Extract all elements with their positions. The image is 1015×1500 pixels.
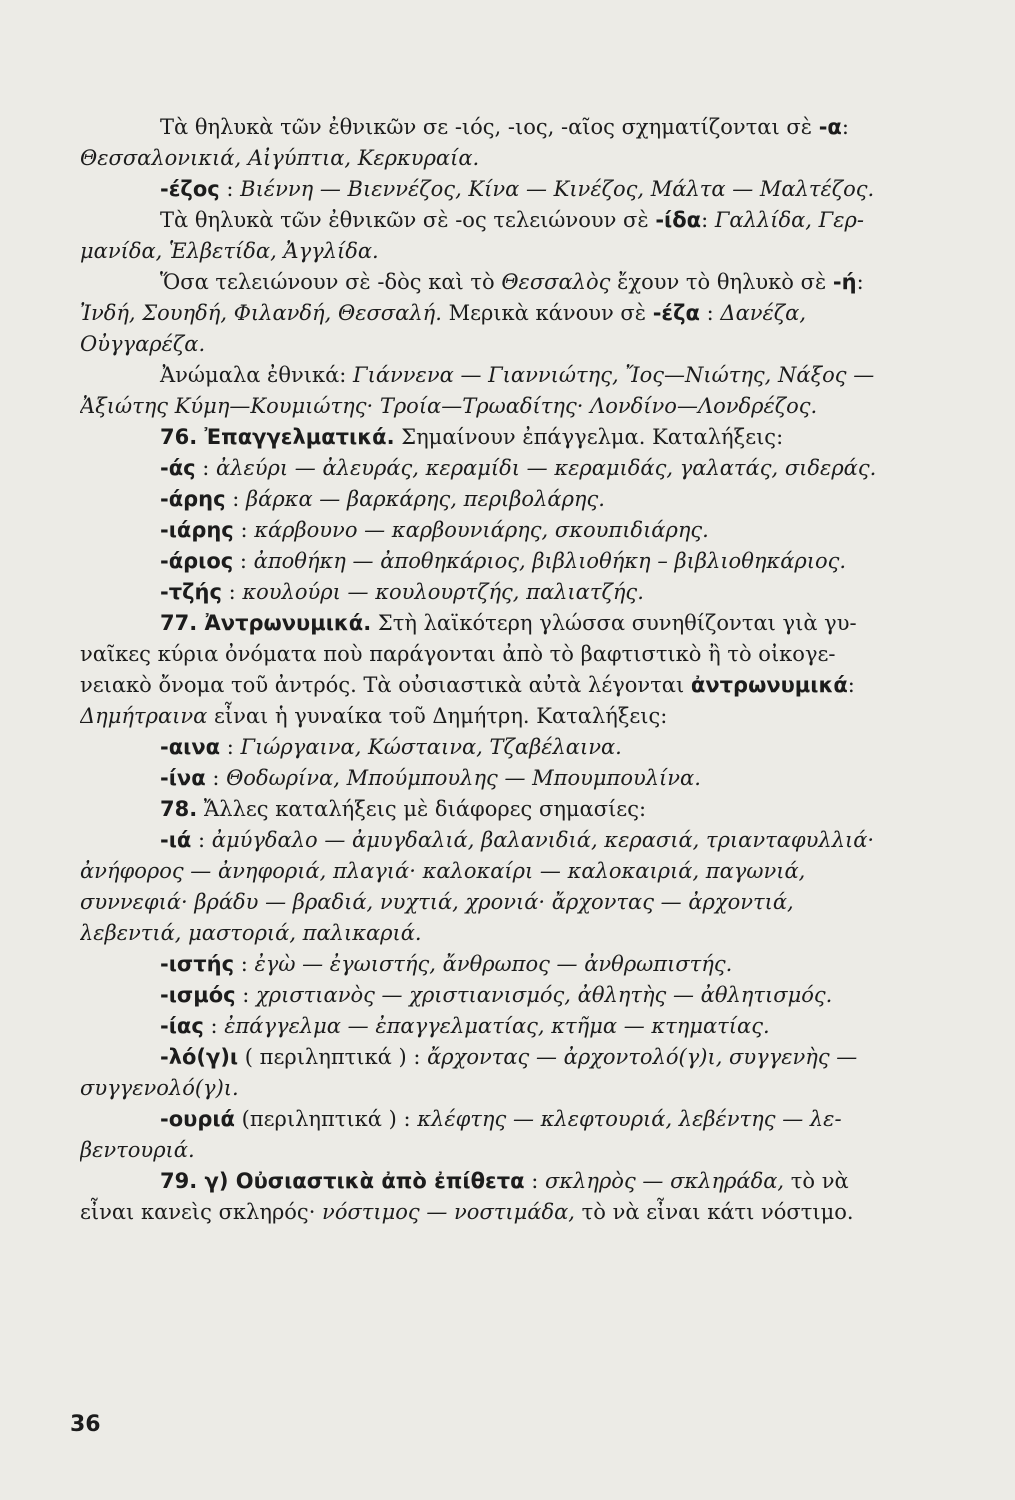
body-text: : <box>195 456 217 480</box>
text-line <box>80 329 945 360</box>
example-text: ἐγὼ — ἐγωιστής, ἄνθρωπος — ἀνθρωπιστής. <box>254 952 733 976</box>
body-text: : <box>847 673 855 697</box>
example-text: Θεσσαλονικιά, Αἰγύπτια, Κερκυραία. <box>80 146 480 170</box>
body-text: : <box>205 766 227 790</box>
body-text: : <box>524 1169 545 1193</box>
example-text: Βιέννη — Βιεννέζος, Κίνα — Κινέζος, Μάλτα — Μαλτέζος. <box>240 177 875 201</box>
body-text: Στὴ λαϊκότερη γλώσσα συνηθίζονται γιὰ γυ- <box>371 611 857 635</box>
example-text: κάρβουνο — καρβουνιάρης, σκουπιδιάρης. <box>254 518 709 542</box>
example-text: Θεσσαλὸς <box>501 270 611 294</box>
text-line <box>80 701 945 732</box>
text-line <box>80 1135 945 1166</box>
text-line <box>80 236 945 267</box>
suffix: -έζος <box>160 177 220 201</box>
example-text: νόστιμος — νοστιμάδα, <box>322 1200 575 1224</box>
suffix: -ιστής <box>160 952 235 976</box>
text-line <box>80 608 945 639</box>
text-line <box>80 515 945 546</box>
body-text: : <box>221 580 243 604</box>
example-text: χριστιανὸς — χριστιανισμός, ἀθλητὴς — ἀθλητισμός. <box>256 983 833 1007</box>
body-text: ( περιληπτικά ) : <box>238 1045 428 1069</box>
text-line <box>80 391 945 422</box>
text-line <box>80 1042 945 1073</box>
example-text: Γιώργαινα, Κώσταινα, Τζαβέλαινα. <box>240 735 622 759</box>
suffix: ἀντρωνυμικά <box>690 673 848 697</box>
text-line <box>80 670 945 701</box>
body-text: Σημαίνουν ἐπάγγελμα. Καταλήξεις: <box>394 425 784 449</box>
suffix: -λό(γ)ι <box>160 1045 239 1069</box>
text-line <box>80 453 945 484</box>
body-text: ἔχουν τὸ θηλυκὸ σὲ <box>610 270 833 294</box>
example-text: βεντουριά. <box>80 1138 195 1162</box>
text-line <box>80 205 945 236</box>
text-line <box>80 174 945 205</box>
example-text: ἀνήφορος — ἀνηφοριά, πλαγιά· καλοκαίρι — καλοκαιριά, παγωνιά, <box>80 859 806 883</box>
body-text: : <box>233 549 254 573</box>
example-text: ἀλεύρι — ἀλευράς, κεραμίδι — κεραμιδάς, γαλατάς, σιδεράς. <box>216 456 877 480</box>
suffix: -άς <box>160 456 196 480</box>
text-line <box>80 267 945 298</box>
body-text: : <box>701 208 715 232</box>
text-body <box>80 112 945 1228</box>
body-text: τὸ νὰ εἶναι κάτι νόστιμο. <box>574 1200 854 1224</box>
text-line <box>80 980 945 1011</box>
body-text: Τὰ θηλυκὰ τῶν ἐθνικῶν σὲ -ος τελειώνουν σὲ <box>160 208 656 232</box>
text-line <box>80 763 945 794</box>
example-text: Θοδωρίνα, Μπούμπουλης — Μπουμπουλίνα. <box>226 766 701 790</box>
suffix: -ουριά <box>160 1107 235 1131</box>
suffix: -ίας <box>160 1014 204 1038</box>
page-number: 36 <box>70 1412 101 1437</box>
example-text: Ἰνδή, Σουηδή, Φιλανδή, Θεσσαλή. <box>80 301 442 325</box>
text-line <box>80 1197 945 1228</box>
text-line <box>80 1073 945 1104</box>
text-line <box>80 887 945 918</box>
example-text: Γιάννενα — Γιαννιώτης, Ἴος—Νιώτης, Νάξος — <box>353 363 875 387</box>
body-text: Μερικὰ κάνουν σὲ <box>441 301 653 325</box>
suffix: -ίνα <box>160 766 206 790</box>
suffix: -α <box>818 115 842 139</box>
suffix: -ιά <box>160 828 192 852</box>
text-line <box>80 360 945 391</box>
body-text: : <box>234 952 255 976</box>
body-text: : <box>219 177 241 201</box>
body-text: Ἄλλες καταλήξεις μὲ διάφορες σημασίες: <box>197 797 647 821</box>
example-text: κλέφτης — κλεφτουριά, λεβέντης — λε- <box>417 1107 842 1131</box>
body-text: εἶναι ἡ γυναίκα τοῦ Δημήτρη. Καταλήξεις: <box>207 704 668 728</box>
suffix: -άρης <box>160 487 226 511</box>
example-text: σκληρὸς — σκληράδα, <box>544 1169 785 1193</box>
example-text: ἄρχοντας — ἀρχοντολό(γ)ι, συγγενὴς — <box>427 1045 858 1069</box>
suffix: -έζα <box>652 301 700 325</box>
body-text: : <box>203 1014 225 1038</box>
text-line <box>80 546 945 577</box>
text-line <box>80 1166 945 1197</box>
example-text: Οὐγγαρέζα. <box>80 332 206 356</box>
text-line <box>80 856 945 887</box>
text-line <box>80 639 945 670</box>
suffix: -ίδα <box>655 208 702 232</box>
body-text: Ὅσα τελειώνουν σὲ -δὸς καὶ τὸ <box>160 270 502 294</box>
body-text: : <box>235 983 257 1007</box>
example-text: λεβεντιά, μαστοριά, παλικαριά. <box>80 921 422 945</box>
body-text: : <box>225 487 247 511</box>
example-text: συννεφιά· βράδυ — βραδιά, νυχτιά, χρονιά· ἄρχοντας — ἀρχοντιά, <box>80 890 794 914</box>
text-line <box>80 794 945 825</box>
body-text: εἶναι κανεὶς σκληρός· <box>80 1200 323 1224</box>
text-line <box>80 949 945 980</box>
body-text: : <box>220 735 241 759</box>
example-text: συγγενολό(γ)ι. <box>80 1076 239 1100</box>
example-text: ἀποθήκη — ἀποθηκάριος, βιβλιοθήκη – βιβλιοθηκάριος. <box>253 549 847 573</box>
body-text: Τὰ θηλυκὰ τῶν ἐθνικῶν σε -ιός, -ιος, -αῖος σχηματίζονται σὲ <box>160 115 819 139</box>
suffix: -ιάρης <box>160 518 234 542</box>
body-text: (περιληπτικά ) : <box>234 1107 418 1131</box>
text-line <box>80 484 945 515</box>
body-text: Ἀνώμαλα ἐθνικά: <box>160 363 354 387</box>
section-heading: 77. Ἀντρωνυμικά. <box>160 611 372 635</box>
text-line <box>80 1104 945 1135</box>
body-text: : <box>856 270 864 294</box>
example-text: Γαλλίδα, Γερ- <box>714 208 864 232</box>
example-text: Ἀξιώτης Κύμη—Κουμιώτης· Τροία—Τρωαδίτης· Λονδίνο—Λονδρέζος. <box>80 394 818 418</box>
section-heading: 76. Ἐπαγγελματικά. <box>160 425 395 449</box>
body-text: : <box>841 115 849 139</box>
text-line <box>80 422 945 453</box>
text-line <box>80 298 945 329</box>
text-line <box>80 1011 945 1042</box>
example-text: ἀμύγδαλο — ἀμυγδαλιά, βαλανιδιά, κερασιά, τριανταφυλλιά· <box>211 828 875 852</box>
body-text: : <box>699 301 721 325</box>
example-text: βάρκα — βαρκάρης, περιβολάρης. <box>246 487 605 511</box>
section-heading: 78. <box>160 797 198 821</box>
body-text: τὸ νὰ <box>784 1169 849 1193</box>
body-text: νειακὸ ὄνομα τοῦ ἀντρός. Τὰ οὐσιαστικὰ αὐτὰ λέγονται <box>80 673 691 697</box>
example-text: Δημήτραινα <box>80 704 208 728</box>
example-text: μανίδα, Ἑλβετίδα, Ἀγγλίδα. <box>80 239 379 263</box>
body-text: : <box>191 828 212 852</box>
body-text: : <box>233 518 255 542</box>
example-text: κουλούρι — κουλουρτζής, παλιατζής. <box>242 580 644 604</box>
suffix: -ισμός <box>160 983 236 1007</box>
text-line <box>80 143 945 174</box>
text-line <box>80 577 945 608</box>
text-line <box>80 732 945 763</box>
suffix: -άριος <box>160 549 234 573</box>
text-line <box>80 825 945 856</box>
suffix: -τζής <box>160 580 222 604</box>
suffix: -αινα <box>160 735 221 759</box>
section-heading: 79. γ) Οὐσιαστικὰ ἀπὸ ἐπίθετα <box>160 1169 525 1193</box>
body-text: ναῖκες κύρια ὀνόματα ποὺ παράγονται ἀπὸ τὸ βαφτιστικὸ ἢ τὸ οἰκογε- <box>80 642 836 666</box>
text-line <box>80 112 945 143</box>
suffix: -ή <box>832 270 857 294</box>
text-line <box>80 918 945 949</box>
example-text: ἐπάγγελμα — ἐπαγγελματίας, κτῆμα — κτηματίας. <box>224 1014 770 1038</box>
example-text: Δανέζα, <box>720 301 807 325</box>
